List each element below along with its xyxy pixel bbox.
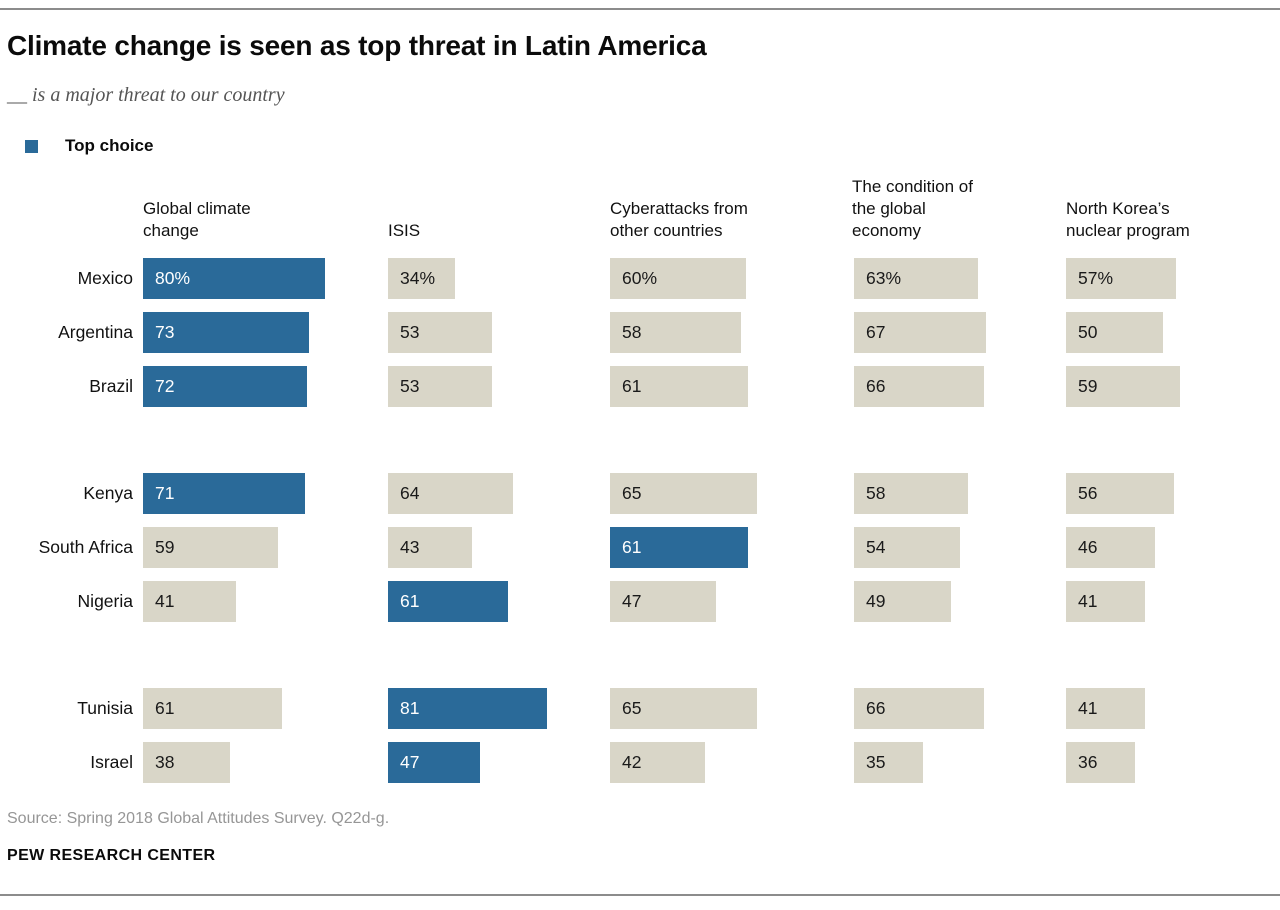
bar <box>854 473 968 514</box>
country-label: Argentina <box>58 322 133 342</box>
source-note: Source: Spring 2018 Global Attitudes Survey. Q22d-g. <box>7 810 390 827</box>
bar-value-label: 61 <box>155 698 175 718</box>
bar-value-label: 61 <box>622 537 642 557</box>
column-header-label: The condition of the global economy <box>852 177 973 240</box>
bar-value-label: 65 <box>622 698 642 718</box>
bar-top-choice <box>388 742 480 783</box>
bar-value-label: 53 <box>400 376 420 396</box>
bar-value-label: 43 <box>400 537 420 557</box>
column-header-label: Cyberattacks from other countries <box>610 199 748 240</box>
bar-value-label: 34% <box>400 268 436 288</box>
bar-value-label: 46 <box>1078 537 1098 557</box>
bar <box>854 688 984 729</box>
bar <box>1066 581 1145 622</box>
bar-value-label: 66 <box>866 698 886 718</box>
bar <box>854 527 960 568</box>
chart-subtitle: __ is a major threat to our country <box>7 84 285 106</box>
country-label: Kenya <box>83 483 133 503</box>
country-label: Brazil <box>89 376 133 396</box>
bar-value-label: 64 <box>400 483 420 503</box>
bar <box>388 366 492 407</box>
bar <box>854 366 984 407</box>
bar-value-label: 41 <box>1078 591 1098 611</box>
bar-value-label: 41 <box>155 591 175 611</box>
bar-value-label: 35 <box>866 752 886 772</box>
bar <box>610 473 757 514</box>
bar <box>1066 258 1176 299</box>
brand-name: PEW RESEARCH CENTER <box>7 847 216 864</box>
bar-value-label: 38 <box>155 752 175 772</box>
bar <box>388 473 513 514</box>
column-header-global-economy <box>852 166 984 242</box>
bar-value-label: 59 <box>1078 376 1098 396</box>
bar <box>1066 742 1135 783</box>
chart-title: Climate change is seen as top threat in Latin America <box>7 30 707 61</box>
bar-top-choice <box>143 473 305 514</box>
column-header-global-climate-change <box>143 166 263 242</box>
bar <box>143 742 230 783</box>
bar-value-label: 56 <box>1078 483 1098 503</box>
bar <box>610 688 757 729</box>
bar-top-choice <box>388 688 547 729</box>
top-divider <box>0 8 1280 10</box>
bar-value-label: 49 <box>866 591 886 611</box>
bar-value-label: 73 <box>155 322 175 342</box>
bar-value-label: 47 <box>400 752 420 772</box>
bar-value-label: 81 <box>400 698 420 718</box>
bar <box>610 366 748 407</box>
bar <box>1066 366 1180 407</box>
bar <box>143 688 282 729</box>
bar <box>388 312 492 353</box>
bar-value-label: 61 <box>622 376 642 396</box>
bar-top-choice <box>143 366 307 407</box>
bar-value-label: 71 <box>155 483 175 503</box>
bar <box>854 258 978 299</box>
bar <box>143 527 278 568</box>
country-label: Nigeria <box>77 591 133 611</box>
bar <box>388 258 455 299</box>
bar-top-choice <box>143 312 309 353</box>
column-header-cyberattacks <box>610 166 772 242</box>
bar <box>610 312 741 353</box>
bar-value-label: 36 <box>1078 752 1098 772</box>
legend-swatch-icon <box>25 140 38 153</box>
bar-value-label: 54 <box>866 537 886 557</box>
bar <box>610 742 705 783</box>
column-header-label: ISIS <box>388 221 421 240</box>
bar-value-label: 53 <box>400 322 420 342</box>
bar-value-label: 59 <box>155 537 175 557</box>
bar-value-label: 50 <box>1078 322 1098 342</box>
country-label: Tunisia <box>77 698 133 718</box>
legend <box>25 136 153 156</box>
bottom-divider <box>0 894 1280 896</box>
bar-value-label: 58 <box>866 483 886 503</box>
bar-value-label: 58 <box>622 322 642 342</box>
bar <box>854 312 986 353</box>
bar <box>1066 473 1174 514</box>
bar-value-label: 80% <box>155 268 191 288</box>
country-label: Israel <box>90 752 133 772</box>
bar-value-label: 47 <box>622 591 642 611</box>
country-label: Mexico <box>77 268 133 288</box>
bar-value-label: 67 <box>866 322 886 342</box>
column-header-label: Global climate change <box>143 199 251 240</box>
bar <box>610 258 746 299</box>
bar <box>143 581 236 622</box>
bar-value-label: 60% <box>622 268 658 288</box>
bar <box>1066 688 1145 729</box>
bar-value-label: 57% <box>1078 268 1114 288</box>
bar-value-label: 42 <box>622 752 642 772</box>
legend-label: Top choice <box>65 136 154 155</box>
bar-top-choice <box>388 581 508 622</box>
column-header-north-korea <box>1066 166 1194 242</box>
column-header-label: North Korea’s nuclear program <box>1066 199 1190 240</box>
bar-top-choice <box>610 527 748 568</box>
country-label: South Africa <box>38 537 133 557</box>
bar-value-label: 63% <box>866 268 902 288</box>
bar <box>854 581 951 622</box>
bar-value-label: 41 <box>1078 698 1098 718</box>
bar-value-label: 61 <box>400 591 420 611</box>
bar <box>610 581 716 622</box>
bar <box>1066 527 1155 568</box>
bar-value-label: 72 <box>155 376 175 396</box>
bar-value-label: 65 <box>622 483 642 503</box>
bar <box>854 742 923 783</box>
bar <box>1066 312 1163 353</box>
bar-value-label: 66 <box>866 376 886 396</box>
bar <box>388 527 472 568</box>
bar-top-choice <box>143 258 325 299</box>
column-header-isis <box>388 166 538 242</box>
